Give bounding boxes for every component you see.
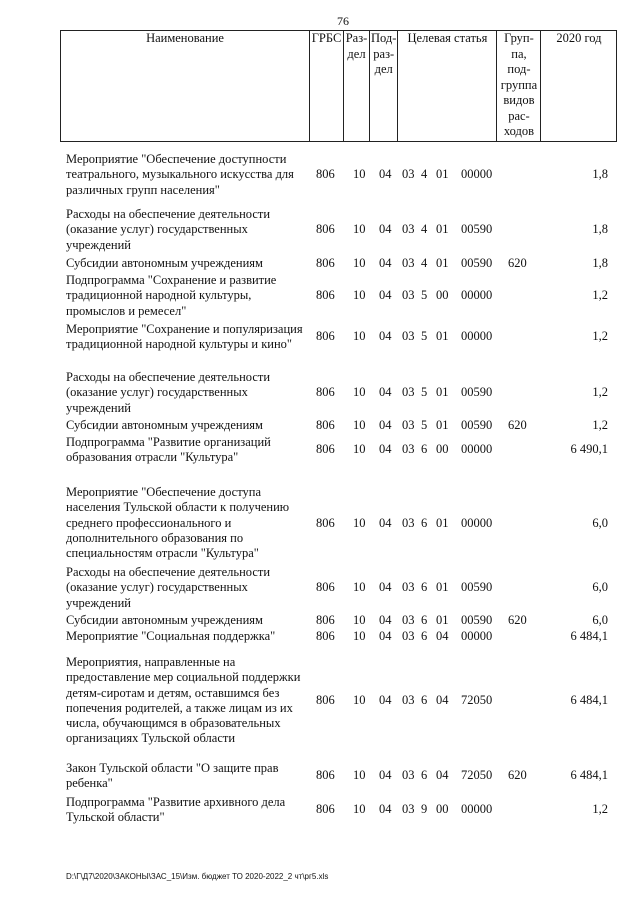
row-name: Расходы на обеспечение деятельности (оказание услуг) государственных учреждений (66, 565, 271, 610)
header-year: 2020 год (541, 31, 617, 142)
cell-cs3: 01 (436, 256, 449, 270)
cell-cs4: 00000 (461, 629, 493, 643)
cell-razd: 10 (353, 580, 366, 595)
header-grbs: ГРБС (310, 31, 344, 142)
cell-cs4: 00000 (461, 802, 493, 816)
cell-cs3: 00 (436, 288, 449, 303)
cell-cs2: 6 (421, 768, 428, 782)
cell-cs1: 03 (402, 692, 415, 707)
cell-razd: 10 (353, 222, 366, 237)
cell-podr: 04 (379, 167, 392, 182)
cell-razd: 10 (353, 385, 366, 400)
cell-grbs: 806 (316, 629, 335, 643)
cell-sum: 1,2 (592, 288, 608, 303)
cell-cs3: 00 (436, 442, 449, 456)
cell-cs2: 6 (421, 629, 428, 643)
cell-cs1: 03 (402, 768, 415, 782)
cell-cs4: 00000 (461, 515, 493, 530)
cell-cs1: 03 (402, 418, 415, 432)
page-number: 76 (337, 14, 349, 28)
cell-cs4: 00590 (461, 256, 493, 270)
cell-cs4: 00000 (461, 288, 493, 303)
cell-cs2: 4 (421, 222, 428, 237)
cell-cs1: 03 (402, 515, 415, 530)
cell-podr: 04 (379, 629, 392, 643)
header-celevaya-statya: Целевая статья (398, 31, 497, 142)
header-name: Наименование (61, 31, 310, 142)
file-path-footer: D:\Г\Д7\2020\ЗАКОНЫ\ЗАС_15\Изм. бюджет ТО 2020-2022_2 чт\рг5.xls (66, 872, 329, 881)
cell-sum: 6 484,1 (570, 768, 608, 782)
cell-cs2: 9 (421, 802, 428, 816)
cell-podr: 04 (379, 802, 392, 816)
cell-cs1: 03 (402, 802, 415, 816)
cell-grbs: 806 (316, 613, 335, 627)
cell-sum: 1,2 (592, 385, 608, 400)
cell-cs2: 6 (421, 515, 428, 530)
cell-cs1: 03 (402, 442, 415, 456)
cell-cs4: 00590 (461, 418, 493, 432)
row-name: Мероприятие "Обеспечение доступа населения Тульской области к получению среднего профессионального и дополнительного образования по специальностям отрасли "Культура" (66, 485, 290, 561)
cell-cs3: 01 (436, 580, 449, 595)
cell-podr: 04 (379, 288, 392, 303)
cell-grbs: 806 (316, 167, 335, 182)
cell-cs3: 04 (436, 692, 449, 707)
row-name: Субсидии автономным учреждениям (66, 256, 263, 270)
cell-sum: 6 484,1 (570, 629, 608, 643)
cell-sum: 1,8 (592, 167, 608, 182)
cell-cs4: 72050 (461, 692, 493, 707)
cell-grbs: 806 (316, 418, 335, 432)
cell-razd: 10 (353, 288, 366, 303)
cell-cs4: 00000 (461, 167, 493, 182)
cell-sum: 6,0 (592, 515, 608, 530)
cell-razd: 10 (353, 167, 366, 182)
cell-podr: 04 (379, 385, 392, 400)
cell-cs1: 03 (402, 580, 415, 595)
cell-grp: 620 (508, 418, 527, 432)
cell-cs3: 01 (436, 515, 449, 530)
cell-cs4: 00590 (461, 613, 493, 627)
cell-podr: 04 (379, 613, 392, 627)
cell-cs3: 01 (436, 385, 449, 400)
cell-cs2: 6 (421, 613, 428, 627)
cell-cs1: 03 (402, 613, 415, 627)
row-name: Мероприятие "Сохранение и популяризация традиционной народной культуры и кино" (66, 322, 303, 352)
cell-cs1: 03 (402, 167, 415, 182)
cell-sum: 1,8 (592, 256, 608, 270)
cell-grbs: 806 (316, 768, 335, 782)
cell-razd: 10 (353, 629, 366, 643)
cell-grbs: 806 (316, 442, 335, 456)
cell-razd: 10 (353, 692, 366, 707)
cell-cs3: 04 (436, 629, 449, 643)
cell-grp: 620 (508, 613, 527, 627)
cell-grbs: 806 (316, 692, 335, 707)
cell-cs2: 5 (421, 418, 428, 432)
cell-podr: 04 (379, 256, 392, 270)
header-podrazdel: Под-раз-дел (370, 31, 398, 142)
cell-podr: 04 (379, 692, 392, 707)
cell-sum: 6,0 (592, 580, 608, 595)
cell-cs2: 6 (421, 580, 428, 595)
cell-cs4: 00590 (461, 385, 493, 400)
cell-cs3: 01 (436, 167, 449, 182)
cell-cs2: 4 (421, 167, 428, 182)
cell-cs3: 01 (436, 613, 449, 627)
cell-cs3: 01 (436, 222, 449, 237)
cell-podr: 04 (379, 329, 392, 343)
cell-podr: 04 (379, 418, 392, 432)
row-name: Мероприятия, направленные на предоставление мер социальной поддержки детям-сиротам и детям, оставшимся без попечения родителей, а также лицам из их числа, обучающимся в образовательных организациях Тульской области (66, 655, 301, 746)
row-name: Мероприятие "Социальная поддержка" (66, 629, 276, 643)
cell-podr: 04 (379, 442, 392, 456)
cell-razd: 10 (353, 613, 366, 627)
header-razdel: Раз-дел (344, 31, 370, 142)
cell-grbs: 806 (316, 288, 335, 303)
cell-cs2: 6 (421, 692, 428, 707)
row-name: Субсидии автономным учреждениям (66, 613, 263, 627)
row-name: Мероприятие "Обеспечение доступности театрального, музыкального искусства для различных групп населения" (66, 152, 294, 197)
cell-sum: 1,8 (592, 222, 608, 237)
cell-razd: 10 (353, 768, 366, 782)
cell-grbs: 806 (316, 580, 335, 595)
cell-sum: 1,2 (592, 802, 608, 816)
cell-grp: 620 (508, 256, 527, 270)
cell-cs1: 03 (402, 288, 415, 303)
cell-razd: 10 (353, 802, 366, 816)
cell-cs4: 00590 (461, 222, 493, 237)
cell-cs1: 03 (402, 629, 415, 643)
cell-sum: 6,0 (592, 613, 608, 627)
cell-razd: 10 (353, 442, 366, 456)
cell-podr: 04 (379, 515, 392, 530)
row-name: Субсидии автономным учреждениям (66, 418, 263, 432)
cell-grbs: 806 (316, 222, 335, 237)
cell-razd: 10 (353, 329, 366, 343)
cell-sum: 6 490,1 (570, 442, 608, 456)
row-name: Подпрограмма "Развитие организаций образования отрасли "Культура" (66, 435, 271, 465)
cell-cs4: 72050 (461, 768, 493, 782)
cell-cs4: 00000 (461, 329, 493, 343)
cell-sum: 1,2 (592, 418, 608, 432)
cell-grbs: 806 (316, 385, 335, 400)
cell-sum: 1,2 (592, 329, 608, 343)
cell-grbs: 806 (316, 802, 335, 816)
cell-cs2: 5 (421, 385, 428, 400)
cell-razd: 10 (353, 515, 366, 530)
cell-cs3: 01 (436, 418, 449, 432)
cell-cs2: 6 (421, 442, 428, 456)
cell-cs3: 01 (436, 329, 449, 343)
cell-grp: 620 (508, 768, 527, 782)
row-name: Расходы на обеспечение деятельности (оказание услуг) государственных учреждений (66, 207, 271, 252)
cell-cs1: 03 (402, 222, 415, 237)
cell-cs2: 5 (421, 329, 428, 343)
row-name: Расходы на обеспечение деятельности (оказание услуг) государственных учреждений (66, 370, 271, 415)
cell-cs2: 4 (421, 256, 428, 270)
row-name: Подпрограмма "Развитие архивного дела Тульской области" (66, 795, 286, 825)
cell-cs4: 00000 (461, 442, 493, 456)
row-name: Подпрограмма "Сохранение и развитие традиционной народной культуры, промыслов и ремесел" (66, 273, 277, 318)
row-name: Закон Тульской области "О защите прав ребенка" (66, 761, 279, 791)
cell-cs1: 03 (402, 256, 415, 270)
header-gruppa: Груп-па, под-группа видов рас-ходов (497, 31, 541, 142)
cell-cs3: 04 (436, 768, 449, 782)
cell-cs4: 00590 (461, 580, 493, 595)
cell-podr: 04 (379, 580, 392, 595)
cell-podr: 04 (379, 222, 392, 237)
cell-razd: 10 (353, 256, 366, 270)
cell-cs1: 03 (402, 329, 415, 343)
cell-cs1: 03 (402, 385, 415, 400)
cell-cs3: 00 (436, 802, 449, 816)
cell-cs2: 5 (421, 288, 428, 303)
cell-razd: 10 (353, 418, 366, 432)
cell-sum: 6 484,1 (570, 692, 608, 707)
cell-grbs: 806 (316, 256, 335, 270)
cell-podr: 04 (379, 768, 392, 782)
cell-grbs: 806 (316, 515, 335, 530)
cell-grbs: 806 (316, 329, 335, 343)
